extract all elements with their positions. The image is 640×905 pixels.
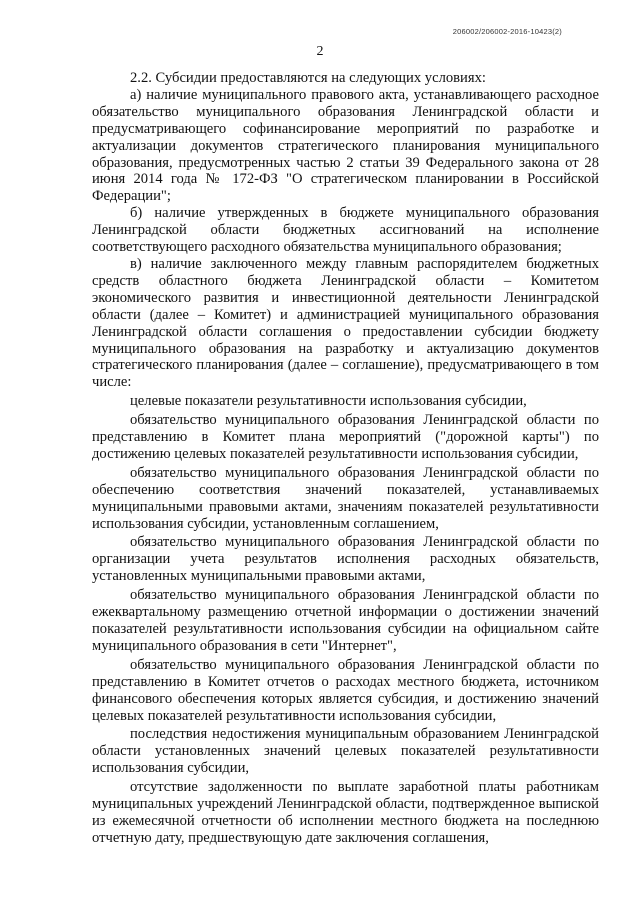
paragraph-obligation-compliance: обязательство муниципального образования Ленинградской области по обеспечению соответствия значений показателей, устанавливаемых муниципальными правовыми актами, значениям показателей результативности использования субсидии, установленным соглашением,	[92, 464, 599, 532]
document-body	[92, 70, 599, 847]
page-number: 2	[316, 44, 324, 59]
paragraph-obligation-expense-reports: обязательство муниципального образования Ленинградской области по представлению в Комитет отчетов о расходах местного бюджета, источником финансового обеспечения которых является субсидия, и достижению значений целевых показателей результативности использования субсидии,	[92, 656, 599, 724]
paragraph-obligation-accounting: обязательство муниципального образования Ленинградской области по организации учета результатов исполнения расходных обязательств, установленных муниципальными правовыми актами,	[92, 534, 599, 585]
document-id: 206002/206002-2016-10423(2)	[452, 27, 562, 36]
paragraph-target-indicators: целевые показатели результативности использования субсидии,	[130, 393, 527, 410]
paragraph-condition-a: а) наличие муниципального правового акта, устанавливающего расходное обязательство муниципального образования Ленинградской области и предусматривающего софинансирование мероприятий по разработке и актуализации документов стратегического планирования муниципального образования, предусмотренных частью 2 статьи 39 Федерального закона от 28 июня 2014 года № 172-ФЗ "О стратегическом планировании в Российской Федерации";	[92, 86, 599, 205]
paragraph-obligation-roadmap: обязательство муниципального образования Ленинградской области по представлению в Комитет плана мероприятий ("дорожной карты") по достижению целевых показателей результативности использования субсидии,	[92, 412, 599, 462]
paragraph-condition-v: в) наличие заключенного между главным распорядителем бюджетных средств областного бюджета Ленинградской области – Комитетом экономического развития и инвестиционной деятельности Ленинградской области (далее – Комитет) и администрацией муниципального образования Ленинградской области соглашения о предоставлении субсидии бюджету муниципального образования на разработку и актуализацию документов стратегического планирования (далее – соглашение), предусматривающего в том числе:	[92, 255, 599, 391]
paragraph-obligation-reporting-online: обязательство муниципального образования Ленинградской области по ежеквартальному размещению отчетной информации о достижении значений показателей результативности использования субсидии на официальном сайте муниципального образования в сети "Интернет",	[92, 587, 599, 654]
paragraph-consequences: последствия недостижения муниципальным образованием Ленинградской области установленных значений целевых показателей результативности использования субсидии,	[92, 726, 599, 777]
paragraph-no-wage-arrears: отсутствие задолженности по выплате заработной платы работникам муниципальных учреждений Ленинградской области, подтвержденное выпиской из ежемесячной отчетности об исполнении местного бюджета на последнюю отчетную дату, предшествующую дате заключения соглашения,	[92, 779, 599, 846]
paragraph-2-2-heading: 2.2. Субсидии предоставляются на следующих условиях:	[130, 70, 486, 86]
paragraph-condition-b: б) наличие утвержденных в бюджете муниципального образования Ленинградской области бюджетных ассигнований на исполнение соответствующего расходного обязательства муниципального образования;	[92, 205, 599, 256]
